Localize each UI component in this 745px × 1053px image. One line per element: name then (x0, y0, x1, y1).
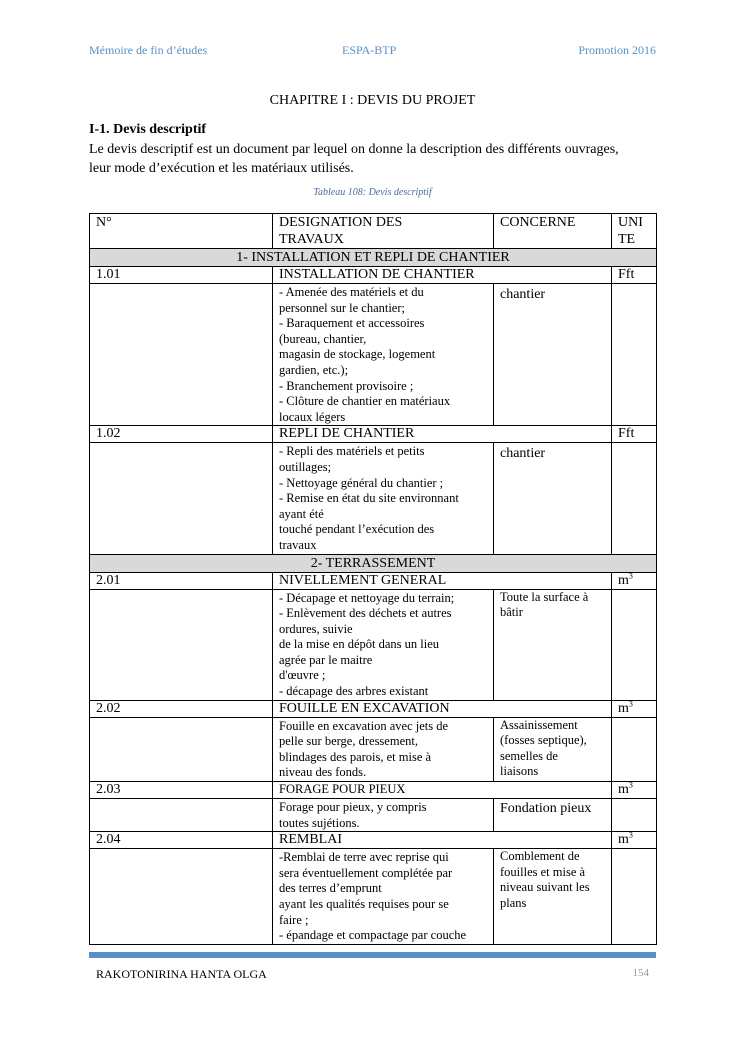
desc-line: - épandage et compactage par couche (279, 928, 467, 943)
desc-line: pelle sur berge, dressement, (279, 734, 418, 749)
unit-base: m (618, 700, 629, 716)
concerne-line: niveau suivant les (500, 880, 590, 895)
item-row (90, 782, 657, 799)
desc-line: outillages; (279, 459, 332, 474)
page-number: 154 (632, 967, 649, 979)
item-unit (612, 832, 657, 849)
header-concerne-text: CONCERNE (500, 215, 576, 230)
concerne-line: plans (500, 896, 527, 910)
empty-cell (90, 589, 273, 700)
desc-line: magasin de stockage, logement (279, 347, 436, 362)
item-unit (612, 572, 657, 589)
item-concerne (494, 443, 612, 554)
item-designation: REMBLAI (273, 832, 612, 849)
description-row (90, 589, 657, 700)
empty-cell (90, 799, 273, 832)
item-unit (612, 700, 657, 717)
section-title-cell: 1- INSTALLATION ET REPLI DE CHANTIER (90, 249, 657, 267)
unit-exponent: 3 (628, 830, 633, 840)
item-concerne (494, 589, 612, 700)
chapter-title: CHAPITRE I : DEVIS DU PROJET (269, 93, 476, 108)
section-title: I-1. Devis descriptif (89, 122, 207, 137)
item-description (273, 799, 494, 832)
header-unite-line1: UNI (618, 215, 643, 230)
table-caption: Tableau 108: Devis descriptif (313, 187, 432, 198)
desc-line: ordures, suivie (279, 621, 353, 636)
desc-line: - Branchement provisoire ; (279, 378, 414, 393)
description-row (90, 717, 657, 781)
item-description (273, 284, 494, 426)
item-unit (612, 782, 657, 799)
desc-line: - Clôture de chantier en matériaux (279, 394, 451, 409)
section-row (90, 554, 657, 572)
desc-line: ayant les qualités requises pour se (279, 897, 449, 911)
empty-cell (612, 717, 657, 781)
desc-line: sera éventuellement complétée par (279, 865, 453, 880)
desc-line: niveau des fonds. (279, 765, 367, 780)
concerne-line: Assainissement (500, 717, 578, 732)
desc-line: touché pendant l’exécution des (279, 522, 435, 537)
item-designation: NIVELLEMENT GENERAL (273, 572, 612, 589)
header-designation-line2: TRAVAUX (279, 231, 344, 247)
item-concerne (494, 799, 612, 832)
item-concerne (494, 284, 612, 426)
desc-line: d'œuvre ; (279, 668, 326, 683)
header-designation (273, 214, 494, 249)
empty-cell (612, 284, 657, 426)
desc-line: - Repli des matériels et petits (279, 444, 425, 459)
item-number: 2.03 (90, 782, 273, 799)
section-title-cell: 2- TERRASSEMENT (90, 554, 657, 572)
item-number: 1.01 (90, 267, 273, 284)
item-unit: Fft (612, 267, 657, 284)
desc-line: (bureau, chantier, (279, 331, 367, 346)
desc-line: ayant été (279, 506, 324, 521)
desc-line: Fouille en excavation avec jets de (279, 718, 449, 733)
empty-cell (612, 443, 657, 554)
empty-cell (612, 589, 657, 700)
intro-paragraph: Le devis descriptif est un document par lequel on donne la description des différents ouvrages, leur mode d’exécution et les matériaux utilisés. (89, 142, 619, 176)
unit-exponent: 3 (628, 570, 633, 580)
concerne-line: Toute la surface à (500, 589, 589, 604)
item-row (90, 832, 657, 849)
description-row (90, 443, 657, 554)
item-concerne (494, 717, 612, 781)
item-designation: REPLI DE CHANTIER (273, 426, 612, 443)
concerne-line: (fosses septique), (500, 733, 587, 748)
unit-exponent: 3 (628, 699, 633, 708)
devis-table (89, 213, 657, 945)
empty-cell (90, 284, 273, 426)
header-concerne (494, 214, 612, 249)
item-number: 2.01 (90, 572, 273, 589)
header-num (90, 214, 273, 249)
item-number: 1.02 (90, 426, 273, 443)
desc-line: Forage pour pieux, y compris (279, 800, 427, 815)
item-unit: Fft (612, 426, 657, 443)
desc-line: de la mise en dépôt dans un lieu (279, 637, 440, 652)
desc-line: des terres d’emprunt (279, 881, 382, 896)
item-row (90, 700, 657, 717)
header-num-text: N° (96, 215, 112, 230)
desc-line: - décapage des arbres existant (279, 684, 429, 699)
desc-line: - Baraquement et accessoires (279, 316, 425, 331)
desc-line: locaux légers (279, 409, 346, 424)
concerne-line: fouilles et mise à (500, 864, 586, 879)
item-designation: FORAGE POUR PIEUX (273, 782, 612, 799)
desc-line: -Remblai de terre avec reprise qui (279, 850, 449, 865)
concerne-text: Fondation pieux (500, 801, 592, 817)
concerne-line: liaisons (500, 764, 539, 779)
desc-line: agrée par le maitre (279, 652, 373, 667)
header-unite-line2: TE (618, 231, 636, 247)
description-row (90, 284, 657, 426)
item-description (273, 443, 494, 554)
item-row (90, 267, 657, 284)
desc-line: personnel sur le chantier; (279, 300, 405, 315)
concerne-text: chantier (500, 287, 546, 302)
desc-line: gardien, etc.); (279, 362, 349, 377)
concerne-text: chantier (500, 446, 546, 462)
item-description (273, 717, 494, 781)
item-concerne (494, 849, 612, 945)
desc-line: - Enlèvement des déchets et autres (279, 606, 452, 621)
desc-line: faire ; (279, 912, 309, 927)
footer-author: RAKOTONIRINA HANTA OLGA (96, 967, 267, 981)
section-row (90, 249, 657, 267)
unit-base: m (618, 832, 629, 848)
header-designation-line1: DESIGNATION DES (279, 215, 403, 230)
concerne-line: semelles de (500, 748, 558, 763)
concerne-line: bâtir (500, 605, 523, 620)
unit-base: m (618, 572, 629, 588)
item-description (273, 589, 494, 700)
item-row (90, 426, 657, 443)
empty-cell (612, 849, 657, 945)
footer-divider (89, 952, 656, 958)
item-designation: FOUILLE EN EXCAVATION (273, 700, 612, 717)
desc-line: blindages des parois, et mise à (279, 749, 432, 764)
empty-cell (612, 799, 657, 832)
item-number: 2.02 (90, 700, 273, 717)
desc-line: toutes sujétions. (279, 815, 360, 830)
table-header-row (90, 214, 657, 249)
header-unite (612, 214, 657, 249)
item-description (273, 849, 494, 945)
desc-line: - Nettoyage général du chantier ; (279, 475, 444, 490)
desc-line: - Décapage et nettoyage du terrain; (279, 590, 455, 605)
item-designation: INSTALLATION DE CHANTIER (273, 267, 612, 284)
unit-exponent: 3 (628, 780, 633, 790)
concerne-line: Comblement de (500, 849, 580, 864)
empty-cell (90, 717, 273, 781)
header-left: Mémoire de fin d’études (89, 43, 208, 57)
header-center: ESPA-BTP (342, 43, 397, 57)
desc-line: - Remise en état du site environnant (279, 491, 459, 506)
item-number: 2.04 (90, 832, 273, 849)
description-row (90, 799, 657, 832)
item-row (90, 572, 657, 589)
description-row (90, 849, 657, 945)
desc-line: - Amenée des matériels et du (279, 285, 424, 299)
header-right: Promotion 2016 (578, 43, 656, 57)
unit-base: m (618, 782, 629, 798)
desc-line: travaux (279, 537, 317, 552)
empty-cell (90, 849, 273, 945)
empty-cell (90, 443, 273, 554)
